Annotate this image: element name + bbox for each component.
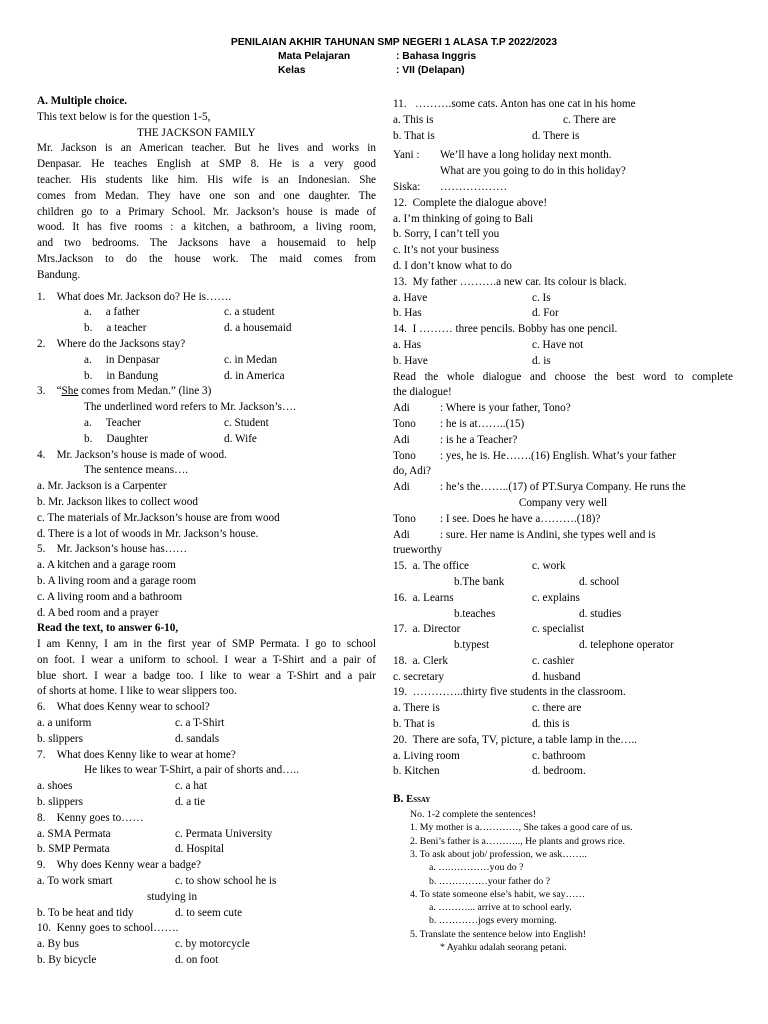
option-a[interactable]: a. Teacher [84, 416, 141, 429]
option-b[interactable]: b. in Bandung [84, 369, 159, 382]
speaker-name: Tono [393, 512, 416, 525]
question-7-sub: He likes to wear T-Shirt, a pair of shorts and….. [84, 764, 300, 777]
option-a[interactable]: a. Mr. Jackson is a Carpenter [37, 480, 167, 493]
essay-item: * Ayahku adalah seorang petani. [440, 942, 567, 954]
question-6: 6. What does Kenny wear to school? [37, 701, 210, 714]
exam-title: PENILAIAN AKHIR TAHUNAN SMP NEGERI 1 ALASA T.P 2022/2023 [230, 37, 558, 48]
options-row [393, 113, 733, 129]
options-row [393, 129, 733, 145]
option-c[interactable]: c. specialist [532, 623, 585, 636]
question-1: 1. What does Mr. Jackson do? He is……. [37, 290, 232, 303]
option-d[interactable]: d. bedroom. [532, 765, 586, 778]
option-d[interactable]: d. a housemaid [224, 322, 292, 335]
option-c[interactable]: c. Permata University [175, 827, 273, 840]
option-c[interactable]: c. a T-Shirt [175, 717, 225, 730]
subject-label: Mata Pelajaran [278, 51, 351, 62]
options-row [37, 416, 376, 432]
dialogue-text: We’ll have a long holiday next month. [440, 149, 612, 162]
section-b-heading [393, 792, 733, 808]
options-row [393, 559, 733, 575]
option-b[interactable]: b. SMP Permata [37, 843, 110, 856]
option-d[interactable]: d. I don’t know what to do [393, 259, 512, 272]
option-b[interactable]: b. That is [393, 129, 435, 142]
question-14: 14. I ……… three pencils. Bobby has one pencil. [393, 323, 618, 336]
question-8: 8. Kenny goes to…… [37, 811, 144, 824]
passage-line: children go to a Primary School. Mr. Jackson’s house is made of [37, 205, 376, 218]
passage-line: Mrs.Jackson to do the house work. The maid comes from [37, 252, 376, 265]
speaker-name: Yani : [393, 149, 420, 162]
section-a-heading: A. Multiple choice. [37, 95, 128, 107]
question-11: 11. ……….some cats. Anton has one cat in his home [393, 98, 636, 110]
essay-question-5: 5. Translate the sentence below into English! [410, 928, 587, 940]
option-a[interactable]: a. By bus [37, 938, 79, 951]
dialogue-line: Adi : he’s the……..(17) of PT.Surya Company. He runs the [393, 480, 733, 496]
options-row [393, 338, 733, 354]
options-row [393, 622, 733, 638]
class-value: : VII (Delapan) [396, 65, 465, 76]
dialogue-line: Adi : Where is your father, Tono? [393, 401, 733, 417]
essay-item: a. ………... arrive at to school early. [429, 902, 572, 914]
speaker-name: Tono [393, 449, 416, 462]
option-c[interactable]: c. to show school he is [175, 875, 277, 888]
question-2: 2. Where do the Jacksons stay? [37, 337, 186, 350]
dialogue-line: Adi : is he a Teacher? [393, 433, 733, 449]
option-a[interactable]: a. Living room [393, 749, 460, 762]
option-a[interactable]: a. a father [84, 306, 140, 319]
subject-row [0, 50, 768, 64]
left-column [37, 94, 376, 969]
option-d[interactable]: d. this is [532, 718, 570, 731]
option-a[interactable]: a. shoes [37, 780, 73, 793]
reading-instruction: Read the text, to answer 6-10, [37, 622, 179, 635]
passage-line: Denpasar. He teaches English at SMP 8. He is a very good [37, 158, 376, 171]
question-7: 7. What does Kenny like to wear at home? [37, 748, 236, 761]
option-c[interactable]: c. cashier [532, 654, 575, 667]
passage-line: I am Kenny, I am in the first year of SMP Permata. I go to school [37, 638, 376, 651]
dialogue-line: Tono : yes, he is. He…….(16) English. What’s your father [393, 449, 733, 465]
options-row [393, 764, 733, 780]
speaker-name: Adi [393, 528, 410, 541]
option-a[interactable]: a. Have [393, 291, 428, 304]
option-a[interactable]: a. in Denpasar [84, 353, 160, 366]
question-3: 3. “She comes from Medan.” (line 3) [37, 385, 212, 398]
question-4: 4. Mr. Jackson’s house is made of wood. [37, 448, 227, 461]
story-title: THE JACKSON FAMILY [137, 126, 256, 139]
question-13: 13. My father ……….a new car. Its colour is black. [393, 275, 627, 288]
option-c[interactable]: c. It’s not your business [393, 244, 499, 257]
option-b[interactable]: b. slippers [37, 732, 83, 745]
option-b[interactable]: b.The bank [454, 575, 505, 588]
question-12: 12. Complete the dialogue above! [393, 196, 548, 209]
option-d[interactable]: d. For [532, 307, 559, 320]
options-row [37, 305, 376, 321]
option-c[interactable]: c. bathroom [532, 749, 586, 762]
essay-question-4: 4. To state someone else’s habit, we say…… [410, 888, 586, 900]
option-c[interactable]: c. a student [224, 306, 275, 319]
option-a[interactable]: a. SMA Permata [37, 827, 111, 840]
speaker-name: Adi [393, 402, 410, 415]
option-b[interactable]: b. Has [393, 307, 422, 320]
option-d[interactable]: d. Hospital [175, 843, 225, 856]
options-row [393, 654, 733, 670]
option-a[interactable]: a. a uniform [37, 717, 92, 730]
option-d[interactable]: d. sandals [175, 732, 220, 745]
option-b[interactable]: b.typest [454, 639, 490, 652]
options-row [37, 716, 376, 732]
option-a[interactable]: a. There is [393, 702, 440, 715]
intro-text: This text below is for the question 1-5, [37, 110, 211, 123]
dialogue-line: Tono : I see. Does he have a……….(18)? [393, 512, 733, 528]
options-row [393, 575, 733, 591]
option-d[interactable]: d. Wife [224, 432, 257, 445]
passage-line: on foot. I wear a uniform to school. I wear a T-Shirt and a pair of [37, 653, 376, 666]
passage-line: and two bedrooms. The Jacksons have a housemaid to help [37, 237, 376, 250]
essay-section [393, 808, 733, 954]
option-b[interactable]: b. That is [393, 718, 435, 731]
options-row [393, 701, 733, 717]
subject-value: : Bahasa Inggris [396, 51, 477, 62]
option-b[interactable]: b. Sorry, I can’t tell you [393, 228, 500, 241]
option-c[interactable]: c. There are [563, 113, 616, 126]
options-row [393, 354, 733, 370]
options-row [393, 638, 733, 654]
options-row [37, 874, 376, 890]
option-d[interactable]: d. There is [532, 129, 580, 142]
option-b[interactable]: b. By bicycle [37, 954, 97, 967]
option-c[interactable]: c. Is [532, 291, 551, 304]
option-b[interactable]: b. A living room and a garage room [37, 574, 197, 587]
essay-question-1: 1. My mother is a…………, She takes a good care of us. [410, 822, 633, 834]
option-d[interactable]: d. school [579, 575, 620, 588]
options-row [393, 607, 733, 623]
options-row [393, 591, 733, 607]
essay-instruction: No. 1-2 complete the sentences! [410, 809, 536, 821]
options-row [393, 749, 733, 765]
dialogue-line: do, Adi? [393, 465, 431, 478]
essay-item: a. ….…………you do ? [429, 862, 524, 874]
exam-header [0, 36, 768, 78]
option-a[interactable]: a. Has [393, 338, 421, 351]
passage-line: wood. It has five rooms : a kitchen, a bathroom, a living room, [37, 221, 376, 234]
option-c[interactable]: c. work [532, 560, 566, 573]
essay-question-2: 2. Beni’s father is a……….., He plants and grows rice. [410, 835, 625, 847]
essay-item: b. ……………your father do ? [429, 875, 551, 887]
option-b[interactable]: b. Daughter [84, 432, 149, 445]
dialogue-line [393, 148, 733, 164]
option-a[interactable]: a. A kitchen and a garage room [37, 559, 176, 572]
speaker-name: Siska: [393, 180, 421, 193]
option-c[interactable]: c. Student [224, 416, 269, 429]
question-3-sub: The underlined word refers to Mr. Jackson’s…. [84, 401, 296, 414]
question-19: 19. …………..thirty five students in the classroom. [393, 686, 626, 699]
options-row [393, 306, 733, 322]
dialogue-instruction: the dialogue! [393, 386, 452, 399]
options-row [393, 717, 733, 733]
question-20: 20. There are sofa, TV, picture, a table lamp in the….. [393, 733, 638, 746]
passage-line: Bandung. [37, 268, 81, 281]
question-9: 9. Why does Kenny wear a badge? [37, 859, 202, 872]
options-row [37, 953, 376, 969]
question-18-option-a[interactable]: 18. a. Clerk [393, 654, 448, 667]
passage-line: of shorts at home. I like to wear slippers too. [37, 685, 237, 698]
option-c[interactable]: c. The materials of Mr.Jackson’s house are from wood [37, 511, 280, 524]
options-row [37, 906, 376, 922]
options-row [37, 369, 376, 385]
option-c[interactable]: c. by motorcycle [175, 938, 250, 951]
class-label: Kelas [278, 65, 306, 76]
answer-blank: ……………… [440, 180, 508, 193]
option-c[interactable]: c. a hat [175, 780, 207, 793]
option-c[interactable]: c. explains [532, 591, 580, 604]
underlined-word: She [61, 385, 79, 398]
option-c[interactable]: c. there are [532, 702, 582, 715]
passage-line: teacher. His students like him. His wife is an Indonesian. She [37, 173, 376, 186]
speaker-name: Tono [393, 417, 416, 430]
options-row [37, 432, 376, 448]
option-b[interactable]: b. slippers [37, 796, 83, 809]
option-d[interactable]: d. A bed room and a prayer [37, 606, 159, 619]
option-d[interactable]: d. telephone operator [579, 639, 674, 652]
speaker-name: Adi [393, 433, 410, 446]
section-b-title: Essay [406, 794, 431, 806]
question-5: 5. Mr. Jackson’s house has…… [37, 543, 188, 556]
options-row [393, 291, 733, 307]
options-row [37, 732, 376, 748]
question-15-option-a[interactable]: 15. a. The office [393, 560, 470, 573]
option-a[interactable]: a. This is [393, 113, 434, 126]
option-d[interactable]: d. There is a lot of woods in Mr. Jackson’s house. [37, 527, 259, 540]
option-a[interactable]: a. I’m thinking of going to Bali [393, 212, 534, 225]
option-c[interactable]: c. in Medan [224, 353, 278, 366]
option-b[interactable]: b.teaches [454, 607, 496, 620]
question-17-option-a[interactable]: 17. a. Director [393, 623, 461, 636]
dialogue-line [393, 180, 733, 196]
option-c-continued: studying in [147, 890, 198, 903]
question-16-option-a[interactable]: 16. a. Learns [393, 591, 454, 604]
dialogue-line: trueworthy [393, 544, 443, 557]
right-column [393, 97, 733, 954]
option-d[interactable]: d. is [532, 354, 551, 367]
option-b[interactable]: b. a teacher [84, 322, 147, 335]
section-b-letter: B. [393, 793, 404, 806]
options-row [37, 827, 376, 843]
option-d[interactable]: d. in America [224, 369, 285, 382]
options-row [37, 795, 376, 811]
options-row [37, 937, 376, 953]
class-row [0, 64, 768, 78]
option-b[interactable]: b. Have [393, 354, 428, 367]
option-b[interactable]: b. To be heat and tidy [37, 906, 134, 919]
option-d[interactable]: d. husband [532, 670, 581, 683]
question-4-sub: The sentence means…. [84, 464, 189, 477]
option-d[interactable]: d. a tie [175, 796, 206, 809]
essay-question-3: 3. To ask about job/ profession, we ask…….. [410, 848, 587, 860]
options-row [37, 353, 376, 369]
question-10: 10. Kenny goes to school……. [37, 922, 179, 935]
dialogue-line: Company very well [518, 496, 608, 509]
passage-line: Mr. Jackson is an American teacher. But he lives and works in [37, 142, 376, 155]
option-b[interactable]: b. Mr. Jackson likes to collect wood [37, 495, 198, 508]
option-d[interactable]: d. studies [579, 607, 622, 620]
speaker-name: Adi [393, 481, 410, 494]
essay-item: b. …………jogs every morning. [429, 915, 557, 927]
option-a[interactable]: a. To work smart [37, 875, 113, 888]
passage-line: comes from Medan. They have one son and one daughter. The [37, 189, 376, 202]
passage-line: blue short. I wear a badge too. I like to wear a T-Shirt and a pair [37, 669, 376, 682]
dialogue-text: What are you going to do in this holiday? [440, 165, 626, 178]
option-d[interactable]: d. on foot [175, 954, 219, 967]
dialogue-line: Adi : sure. Her name is Andini, she types well and is [393, 528, 733, 544]
options-row [37, 779, 376, 795]
option-c[interactable]: c. Have not [532, 338, 584, 351]
option-b[interactable]: c. secretary [393, 670, 444, 683]
option-c[interactable]: c. A living room and a bathroom [37, 590, 183, 603]
dialogue-instruction: Read the whole dialogue and choose the best word to complete [393, 370, 733, 383]
options-row [37, 321, 376, 337]
option-b[interactable]: b. Kitchen [393, 765, 440, 778]
options-row [37, 842, 376, 858]
dialogue-line: Tono : he is at……..(15) [393, 417, 733, 433]
option-d[interactable]: d. to seem cute [175, 906, 243, 919]
options-row [393, 670, 733, 686]
